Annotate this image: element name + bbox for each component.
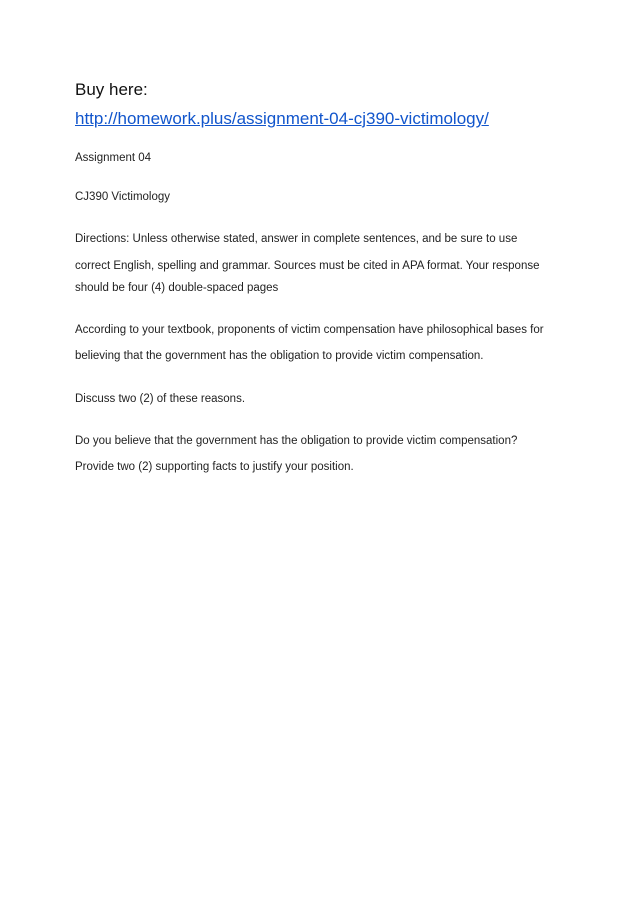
directions-line-2: correct English, spelling and grammar. Sources must be cited in APA format. Your response [75,260,540,272]
directions-line-1: Directions: Unless otherwise stated, answer in complete sentences, and be sure to use [75,233,518,245]
paragraph-3-line-1: Do you believe that the government has the obligation to provide victim compensation? [75,435,518,447]
assignment-link[interactable]: http://homework.plus/assignment-04-cj390-victimology/ [75,109,489,128]
directions-line-3: should be four (4) double-spaced pages [75,282,279,294]
paragraph-2: Discuss two (2) of these reasons. [75,393,246,405]
course-title: CJ390 Victimology [75,191,171,203]
paragraph-3-line-2: Provide two (2) supporting facts to justify your position. [75,461,354,473]
assignment-number: Assignment 04 [75,152,152,164]
buy-here-label: Buy here: [75,80,148,99]
paragraph-1-line-2: believing that the government has the obligation to provide victim compensation. [75,350,484,362]
paragraph-1-line-1: According to your textbook, proponents of victim compensation have philosophical bases for [75,324,544,336]
